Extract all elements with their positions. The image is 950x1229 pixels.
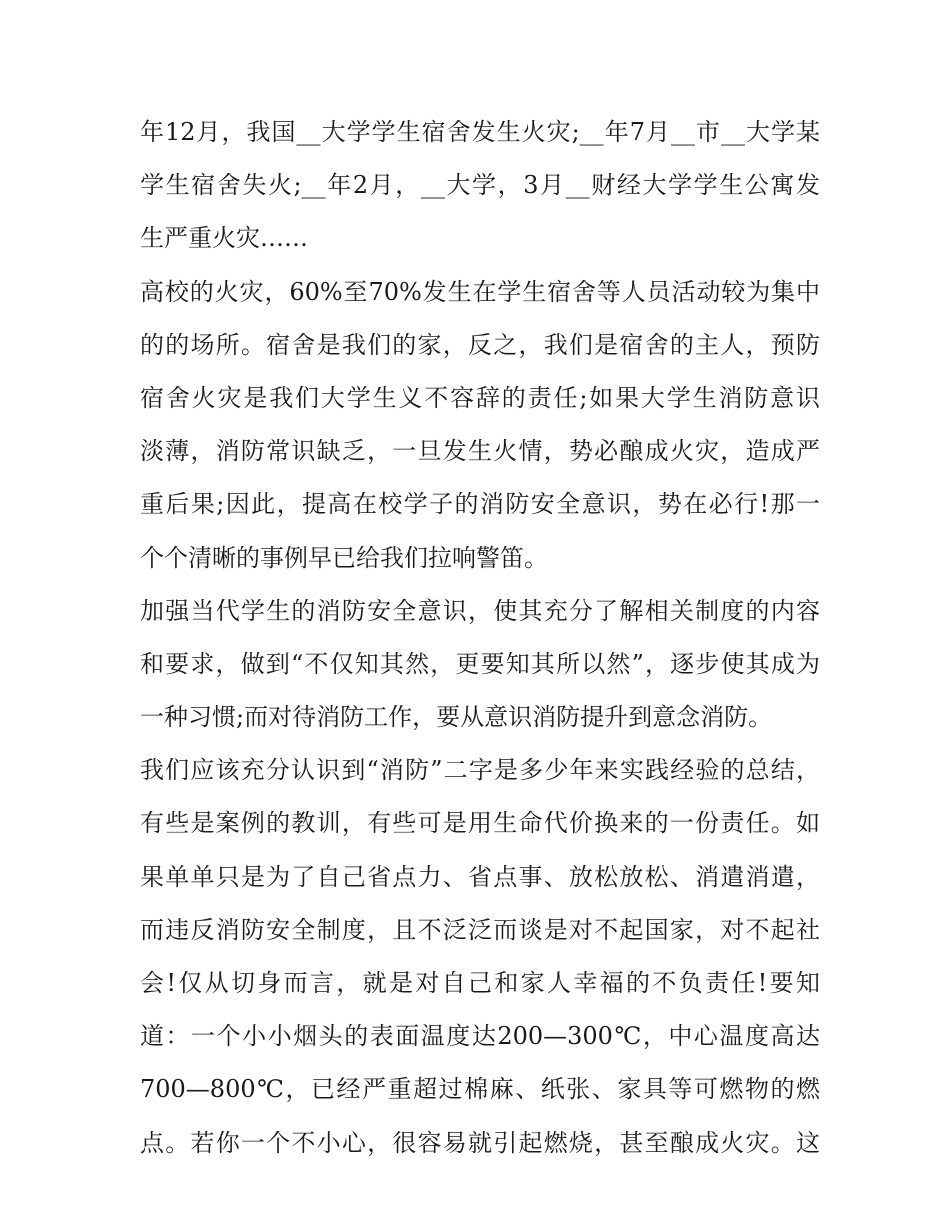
text-line: 的的场所。宿舍是我们的家，反之，我们是宿舍的主人，预防 [140,330,820,359]
text-line: 会!仅从切身而言，就是对自己和家人幸福的不负责任!要知 [140,969,820,997]
text-line: 道：一个小小烟头的表面温度达200—300℃，中心温度高达 [140,1022,820,1051]
text-line: 果单单只是为了自己省点力、省点事、放松放松、消遣消遣， [140,862,820,891]
text-line: 和要求，做到“不仅知其然，更要知其所以然”，逐步使其成为 [140,649,820,678]
text-line: 个个清晰的事例早已给我们拉响警笛。 [140,543,548,572]
text-line: 年12月，我国__大学学生宿舍发生火灾;__年7月__市__大学某 [140,118,820,146]
text-line: 学生宿舍失火;__年2月，__大学，3月__财经大学学生公寓发 [140,171,820,200]
text-line: 重后果;因此，提高在校学子的消防安全意识，势在必行!那一 [140,490,820,519]
text-line: 淡薄，消防常识缺乏，一旦发生火情，势必酿成火灾，造成严 [140,437,820,466]
text-line: 而违反消防安全制度，且不泛泛而谈是对不起国家，对不起社 [140,915,820,944]
text-line: 加强当代学生的消防安全意识，使其充分了解相关制度的内容 [140,596,820,625]
text-line: 一种习惯;而对待消防工作，要从意识消防提升到意念消防。 [140,703,773,732]
text-line: 点。若你一个不小心，很容易就引起燃烧，甚至酿成火灾。这 [140,1128,820,1157]
text-line: 700—800℃，已经严重超过棉麻、纸张、家具等可燃物的燃 [140,1075,820,1104]
text-line: 宿舍火灾是我们大学生义不容辞的责任;如果大学生消防意识 [140,383,820,412]
text-line: 生严重火灾…… [140,224,308,253]
text-line: 有些是案例的教训，有些可是用生命代价换来的一份责任。如 [140,809,820,838]
body-text [140,110,820,1174]
text-line: 我们应该充分认识到“消防”二字是多少年来实践经验的总结， [140,756,820,785]
text-line: 高校的火灾，60%至70%发生在学生宿舍等人员活动较为集中 [140,277,820,306]
